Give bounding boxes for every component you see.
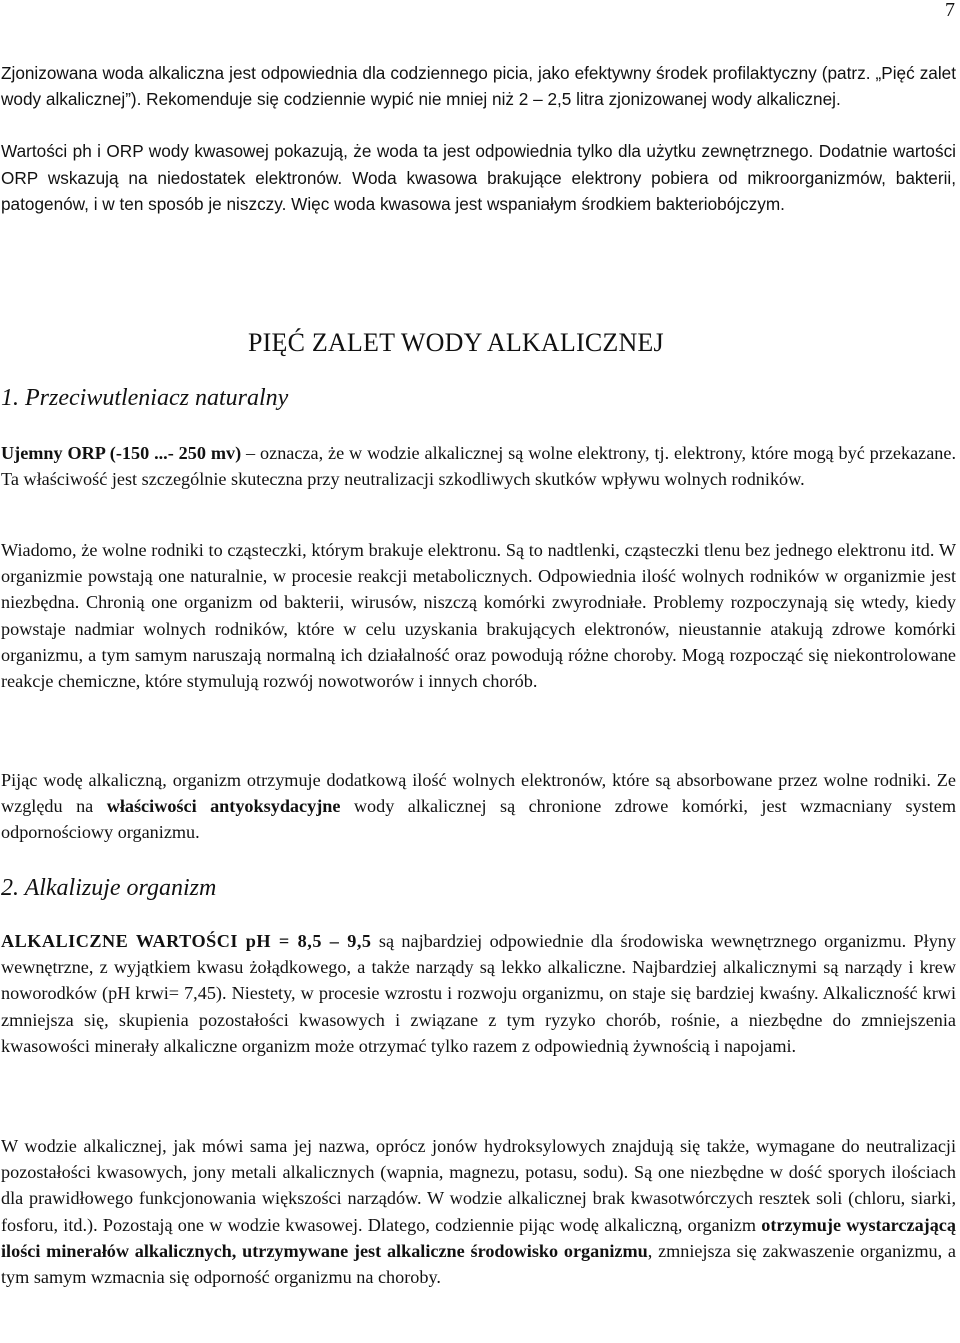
alkaline-values-bold: ALKALICZNE WARTOŚCI pH = 8,5 – 9,5: [1, 931, 372, 951]
antioxidant-text-a: Pijąc wodę alkaliczną, organizm otrzymuje dodatkową ilość wolnych elektronów, które są absorbowane przez wolne rodniki. Ze względu na: [1, 770, 956, 817]
orp-bold-text: Ujemny ORP (-150 ...- 250 mv): [1, 443, 242, 463]
subheading-antioxidant: 1. Przeciwutleniacz naturalny: [1, 385, 289, 411]
section-title: PIĘĆ ZALET WODY ALKALICZNEJ: [248, 328, 664, 357]
intro-section: [1, 60, 956, 217]
intro-paragraph-2: Wartości ph i ORP wody kwasowej pokazują, że woda ta jest odpowiednia tylko dla użytku zewnętrznego. Dodatnie wartości ORP wskazują na niedostatek elektronów. Woda kwasowa brakujące elektrony pobiera od mikroorganizmów, bakterii, patogenów, i w ten sposób je niszczy. Więc woda kwasowa jest wspaniałym środkiem bakteriobójczym.: [1, 141, 956, 214]
radicals-paragraph-block: [1, 537, 956, 694]
radicals-paragraph: Wiadomo, że wolne rodniki to cząsteczki, którym brakuje elektronu. Są to nadtlenki, cząsteczki tlenu bez jednego elektronu itd. W organizmie powstają one naturalnie, w procesie reakcji metabolicznych. Odpowiednia ilość wolnych rodników w organizmie jest niezbędna. Chronią one organizm od bakterii, wirusów, niszczą komórki zwyrodniałe. Problemy rozpoczynają się wtedy, kiedy powstaje nadmiar wolnych rodników, które w celu uzyskania brakujących elektronów, nieustannie atakują zdrowe komórki organizmu, a tym samym naruszają normalną ich działalność oraz powodują różne choroby. Mogą rozpocząć się niekontrolowane reakcje chemiczne, które stymulują rozwój nowotworów i innych chorób.: [1, 540, 956, 692]
intro-paragraph-1: Zjonizowana woda alkaliczna jest odpowiednia dla codziennego picia, jako efektywny środek profilaktyczny (patrz. „Pięć zalet wody alkalicznej”). Rekomenduje się codziennie wypić nie mniej niż 2 – 2,5 litra zjonizowanej wody alkalicznej.: [1, 63, 956, 110]
alkaline-paragraph: [1, 928, 956, 1059]
minerals-bold-text: otrzymuje wystarczającą ilości minerałów alkalicznych, utrzymywane jest alkaliczne środowisko organizmu: [1, 1214, 956, 1261]
page-number: 7: [945, 0, 955, 21]
alkaline-rest-text: są najbardziej odpowiednie dla środowiska wewnętrznego organizmu. Płyny wewnętrzne, z wyjątkiem kwasu żołądkowego, a także narządy są lekko alkaliczne. Najbardziej alkalicznymi są narządy i krew noworodków (pH krwi= 7,45). Niestety, w procesie wzrostu i rozwoju organizmu, on staje się bardziej kwaśny. Alkaliczność krwi zmniejsza się, skupienia pozostałości kwasowych i związane z tym ryzyko chorób, rośnie, a niezbędne do zmniejszenia kwasowości minerały alkaliczne organizm może otrzymać tylko razem z odpowiednią żywnością i napojami.: [1, 931, 956, 1056]
alkaline-paragraph-block: [1, 928, 956, 1059]
minerals-text-b: , zmniejsza się zakwaszenie organizmu, a tym samym wzmacnia się odporność organizmu na choroby.: [1, 1240, 956, 1288]
antioxidant-paragraph: [1, 767, 956, 846]
orp-rest-text: – oznacza, że w wodzie alkalicznej są wolne elektrony, tj. elektrony, które mogą być przekazane. Ta właściwość jest szczególnie skuteczna przy neutralizacji szkodliwych skutków wpływu wolnych rodników.: [1, 443, 956, 490]
minerals-paragraph: [1, 1133, 956, 1290]
minerals-paragraph-block: [1, 1133, 956, 1290]
subheading-alkalizes: 2. Alkalizuje organizm: [1, 875, 217, 901]
orp-paragraph: [1, 440, 956, 492]
orp-paragraph-block: [1, 440, 956, 492]
antioxidant-text-b: wody alkalicznej są chronione zdrowe komórki, jest wzmacniany system odpornościowy organizmu.: [1, 796, 956, 843]
antioxidant-bold-text: właściwości antyoksydacyjne: [106, 796, 341, 817]
minerals-text-a: W wodzie alkalicznej, jak mówi sama jej nazwa, oprócz jonów hydroksylowych znajdują się także, wymagane do neutralizacji pozostałości kwasowych, jony metali alkalicznych (wapnia, magnezu, potasu, sodu). Są one niezbędne w dość sporych ilościach dla prawidłowego funkcjonowania większości narządów. W wodzie alkalicznej brak kwasotwórczych resztek soli (chloru, siarki, fosforu, itd.). Pozostają one w wodzie kwasowej. Dlatego, codziennie pijąc wodę alkaliczną, organizm: [1, 1136, 956, 1235]
antioxidant-paragraph-block: [1, 767, 956, 846]
